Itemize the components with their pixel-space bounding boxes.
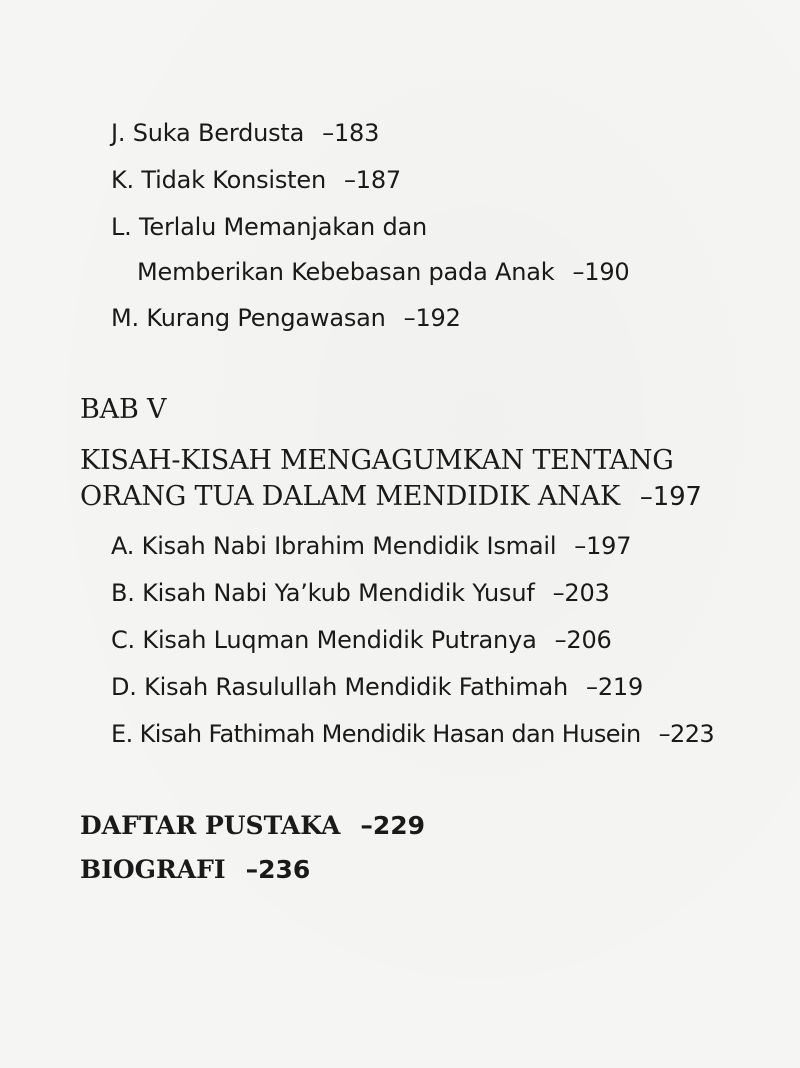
toc-entry-label: BIOGRAFI xyxy=(80,855,226,884)
toc-entry-daftar-pustaka[interactable] xyxy=(80,811,425,840)
toc-entry-label: DAFTAR PUSTAKA xyxy=(80,811,341,840)
chapter-page: –197 xyxy=(639,482,702,512)
toc-entry-a[interactable] xyxy=(111,532,631,560)
toc-entry-page: –187 xyxy=(343,166,401,194)
chapter-number: BAB V xyxy=(80,394,167,425)
toc-entry-e[interactable] xyxy=(111,720,714,748)
chapter-title-text: ORANG TUA DALAM MENDIDIK ANAK xyxy=(80,481,620,512)
toc-entry-j[interactable] xyxy=(111,119,379,147)
toc-entry-page: –183 xyxy=(322,119,380,147)
toc-entry-page: –197 xyxy=(574,532,632,560)
toc-entry-d[interactable] xyxy=(111,673,643,701)
chapter-title-line1[interactable] xyxy=(80,445,674,476)
chapter-label xyxy=(80,394,166,425)
toc-entry-label: D. Kisah Rasulullah Mendidik Fathimah xyxy=(111,673,569,701)
toc-entry-page: –219 xyxy=(586,673,644,701)
toc-entry-label: B. Kisah Nabi Ya’kub Mendidik Yusuf xyxy=(111,579,535,607)
toc-entry-page: –223 xyxy=(658,720,715,748)
toc-entry-label: A. Kisah Nabi Ibrahim Mendidik Ismail xyxy=(111,532,557,560)
toc-entry-c[interactable] xyxy=(111,626,612,654)
toc-entry-label: L. Terlalu Memanjakan dan xyxy=(111,213,428,241)
toc-entry-k[interactable] xyxy=(111,166,401,194)
toc-entry-label: K. Tidak Konsisten xyxy=(111,166,326,194)
toc-entry-b[interactable] xyxy=(111,579,610,607)
chapter-title-line2[interactable] xyxy=(80,481,702,512)
toc-entry-label: E. Kisah Fathimah Mendidik Hasan dan Husein xyxy=(111,720,641,748)
toc-entry-page: –190 xyxy=(572,258,630,286)
toc-entry-biografi[interactable] xyxy=(80,855,310,884)
toc-entry-label: J. Suka Berdusta xyxy=(111,119,305,147)
toc-entry-page: –192 xyxy=(403,304,461,332)
chapter-title-text: KISAH-KISAH MENGAGUMKAN TENTANG xyxy=(80,445,674,476)
toc-entry-page: –206 xyxy=(554,626,612,654)
toc-entry-label: C. Kisah Luqman Mendidik Putranya xyxy=(111,626,537,654)
toc-entry-l-line1[interactable] xyxy=(111,213,427,241)
toc-entry-l-line2[interactable] xyxy=(137,258,629,286)
toc-entry-page: –229 xyxy=(360,811,426,840)
toc-entry-m[interactable] xyxy=(111,304,461,332)
toc-entry-page: –236 xyxy=(245,855,311,884)
toc-entry-page: –203 xyxy=(552,579,610,607)
toc-entry-label: M. Kurang Pengawasan xyxy=(111,304,386,332)
toc-entry-label: Memberikan Kebebasan pada Anak xyxy=(137,258,555,286)
